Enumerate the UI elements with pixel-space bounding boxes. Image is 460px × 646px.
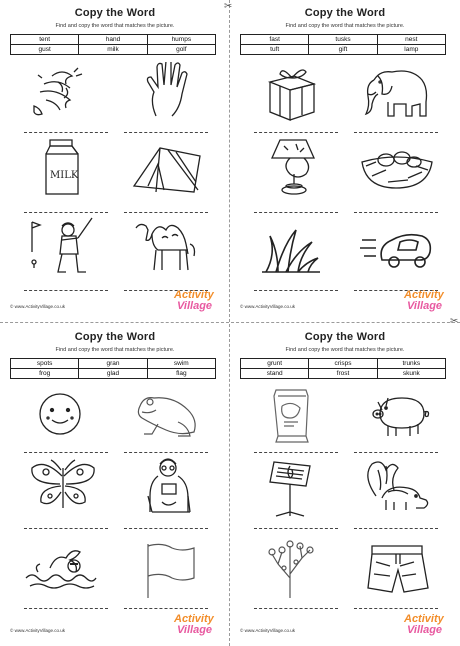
activity-village-logo: Activity Village xyxy=(174,289,214,312)
scissors-icon: ✂ xyxy=(450,316,459,327)
activity-village-logo: Activity Village xyxy=(404,289,444,312)
frosty-tree-icon xyxy=(252,538,330,600)
word-cell: fast xyxy=(241,35,309,45)
answer-line[interactable] xyxy=(24,452,108,453)
hand-icon xyxy=(128,62,206,124)
word-cell: frost xyxy=(309,369,377,379)
word-cell: tusks xyxy=(309,35,377,45)
worksheet-1 xyxy=(4,4,226,316)
flag-icon xyxy=(128,538,206,600)
answer-line[interactable] xyxy=(254,212,338,213)
worksheet-4 xyxy=(234,328,456,640)
answer-line[interactable] xyxy=(254,290,338,291)
pig-icon xyxy=(358,384,436,446)
milk-label: MILK xyxy=(50,170,79,181)
word-cell: grunt xyxy=(241,359,309,369)
tent-icon xyxy=(128,136,206,198)
word-cell: stand xyxy=(241,369,309,379)
worksheet-3 xyxy=(4,328,226,640)
answer-line[interactable] xyxy=(24,212,108,213)
word-cell: lamp xyxy=(377,45,445,55)
word-cell: hand xyxy=(79,35,147,45)
answer-line[interactable] xyxy=(254,608,338,609)
word-cell: milk xyxy=(79,45,147,55)
word-cell: gust xyxy=(11,45,79,55)
wind-gust-icon xyxy=(22,62,100,124)
answer-line[interactable] xyxy=(254,528,338,529)
word-cell: swim xyxy=(147,359,215,369)
word-cell: crisps xyxy=(309,359,377,369)
word-cell: glad xyxy=(79,369,147,379)
word-bank xyxy=(240,34,446,55)
word-cell: nest xyxy=(377,35,445,45)
answer-line[interactable] xyxy=(354,528,438,529)
smiley-face-icon xyxy=(22,384,100,446)
activity-village-logo: Activity Village xyxy=(174,613,214,636)
nest-icon xyxy=(358,136,436,198)
worksheet-2 xyxy=(234,4,456,316)
word-cell: frog xyxy=(11,369,79,379)
answer-line[interactable] xyxy=(124,528,208,529)
word-bank xyxy=(240,358,446,379)
vertical-cut-line xyxy=(229,0,230,646)
answer-line[interactable] xyxy=(354,608,438,609)
sheet-instructions: Find and copy the word that matches the picture. xyxy=(285,23,405,29)
grass-tuft-icon xyxy=(252,216,330,278)
answer-line[interactable] xyxy=(354,452,438,453)
answer-line[interactable] xyxy=(24,290,108,291)
answer-line[interactable] xyxy=(354,132,438,133)
answer-line[interactable] xyxy=(254,132,338,133)
word-cell: spots xyxy=(11,359,79,369)
word-cell: flag xyxy=(147,369,215,379)
word-cell: gran xyxy=(79,359,147,369)
elephant-icon xyxy=(358,62,436,124)
sheet-title: Copy the Word xyxy=(74,331,156,343)
word-bank xyxy=(10,34,216,55)
answer-line[interactable] xyxy=(254,452,338,453)
sheet-title: Copy the Word xyxy=(74,7,156,19)
horizontal-cut-line xyxy=(0,322,460,323)
word-cell: tent xyxy=(11,35,79,45)
sheet-title: Copy the Word xyxy=(304,331,386,343)
milk-carton-icon xyxy=(24,136,102,198)
word-cell: tuft xyxy=(241,45,309,55)
answer-line[interactable] xyxy=(24,608,108,609)
butterfly-icon xyxy=(24,456,102,518)
sheet-instructions: Find and copy the word that matches the picture. xyxy=(285,347,405,353)
fast-car-icon xyxy=(358,216,436,278)
answer-line[interactable] xyxy=(24,528,108,529)
answer-line[interactable] xyxy=(124,452,208,453)
crisps-bag-icon xyxy=(252,384,330,446)
lamp-icon xyxy=(254,136,332,198)
footer-url: © www.ActivityVillage.co.uk xyxy=(10,304,66,309)
footer-url: © www.ActivityVillage.co.uk xyxy=(240,628,296,633)
activity-village-logo: Activity Village xyxy=(404,613,444,636)
word-cell: humps xyxy=(147,35,215,45)
sheet-title: Copy the Word xyxy=(304,7,386,19)
answer-line[interactable] xyxy=(24,132,108,133)
word-cell: trunks xyxy=(377,359,445,369)
frog-icon xyxy=(128,384,206,446)
footer-url: © www.ActivityVillage.co.uk xyxy=(240,304,296,309)
answer-line[interactable] xyxy=(124,132,208,133)
answer-line[interactable] xyxy=(124,212,208,213)
sheet-instructions: Find and copy the word that matches the picture. xyxy=(55,347,175,353)
sheet-instructions: Find and copy the word that matches the picture. xyxy=(55,23,175,29)
scissors-icon: ✂ xyxy=(224,1,233,12)
answer-line[interactable] xyxy=(124,608,208,609)
footer-url: © www.ActivityVillage.co.uk xyxy=(10,628,66,633)
word-cell: golf xyxy=(147,45,215,55)
golfer-icon xyxy=(22,216,100,278)
word-cell: skunk xyxy=(377,369,445,379)
swim-trunks-icon xyxy=(358,538,436,600)
answer-line[interactable] xyxy=(354,212,438,213)
word-cell: gift xyxy=(309,45,377,55)
skunk-icon xyxy=(358,456,436,518)
music-stand-icon xyxy=(254,456,332,518)
word-bank xyxy=(10,358,216,379)
camel-icon xyxy=(128,216,206,278)
grandmother-icon xyxy=(128,456,206,518)
swimmer-icon xyxy=(22,538,100,600)
gift-box-icon xyxy=(252,62,330,124)
